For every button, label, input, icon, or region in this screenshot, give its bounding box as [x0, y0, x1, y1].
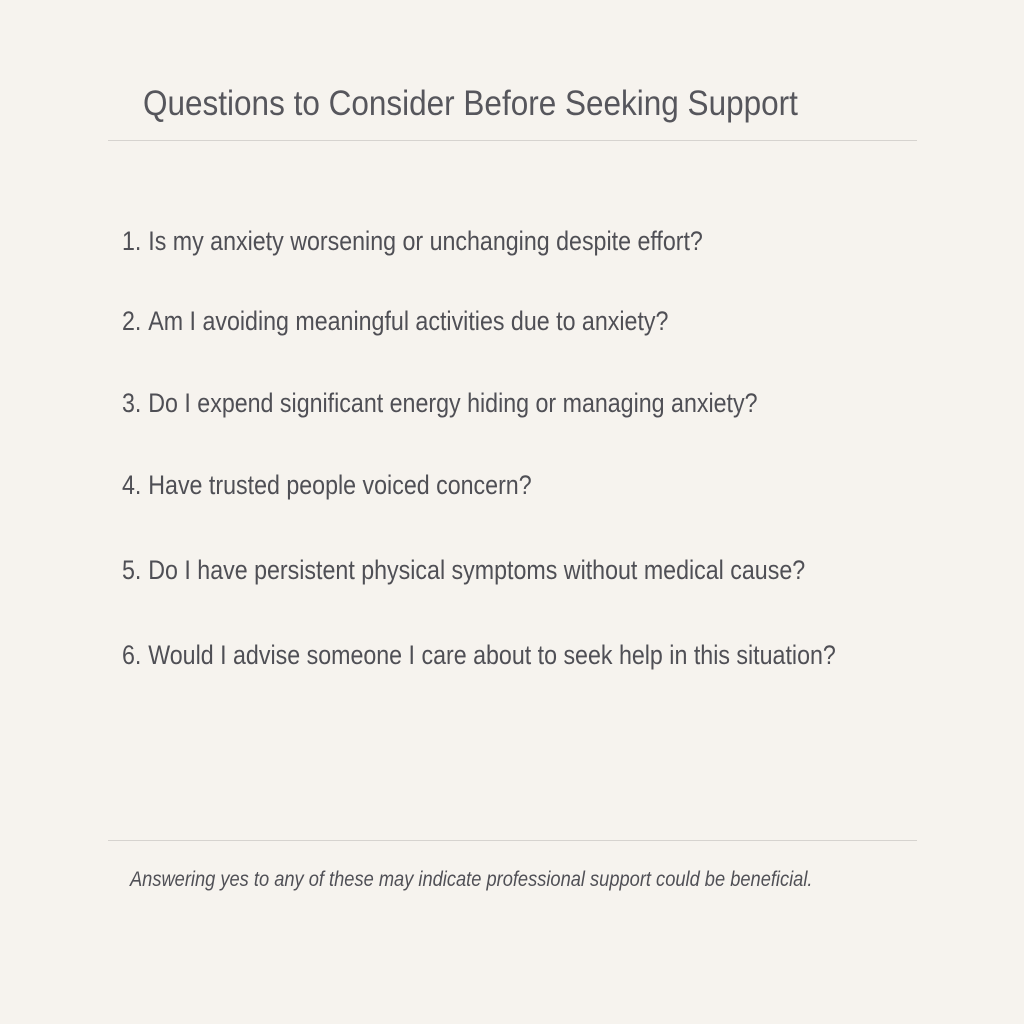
- question-number: 5.: [122, 555, 142, 585]
- question-text: Is my anxiety worsening or unchanging despite effort?: [148, 226, 703, 256]
- question-text: Do I have persistent physical symptoms without medical cause?: [148, 555, 806, 585]
- title-divider: [108, 140, 917, 141]
- question-number: 4.: [122, 470, 142, 500]
- question-text: Have trusted people voiced concern?: [148, 470, 532, 500]
- question-number: 2.: [122, 306, 142, 336]
- question-item: [122, 306, 668, 337]
- question-number: 6.: [122, 640, 142, 670]
- footer-note: Answering yes to any of these may indicate professional support could be beneficial.: [130, 868, 813, 891]
- question-text: Am I avoiding meaningful activities due to anxiety?: [148, 306, 669, 336]
- question-number: 3.: [122, 388, 142, 418]
- question-number: 1.: [122, 226, 142, 256]
- question-item: [122, 555, 805, 586]
- question-item: [122, 470, 532, 501]
- question-item: [122, 388, 758, 419]
- question-item: [122, 640, 836, 671]
- page-title: Questions to Consider Before Seeking Support: [143, 84, 798, 123]
- question-text: Would I advise someone I care about to seek help in this situation?: [148, 640, 836, 670]
- footer-divider: [108, 840, 917, 841]
- question-item: [122, 226, 703, 257]
- question-text: Do I expend significant energy hiding or managing anxiety?: [148, 388, 758, 418]
